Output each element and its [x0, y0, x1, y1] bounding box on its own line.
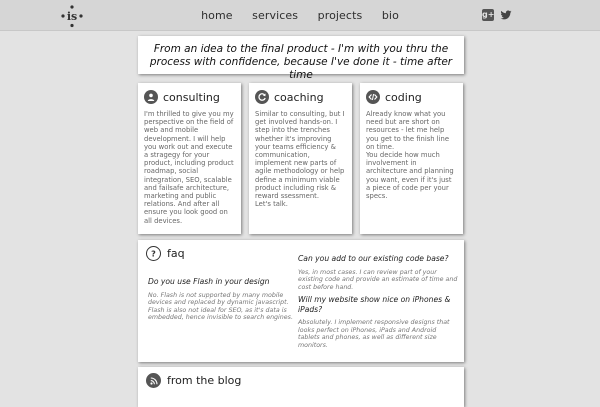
faq-answer: No. Flash is not supported by many mobile devices and replaced by dynamic javascript. Flash is also not ideal for SEO, as it's data is embedded, hence invisible to search engines. — [148, 291, 293, 322]
logo-letters: is — [66, 10, 78, 23]
faq-answer: Absolutely. I implement responsive designs that looks perfect on iPhones, iPads and Android tablets and phones, as well as different size monitors. — [298, 319, 450, 350]
nav-projects[interactable]: projects — [317, 9, 363, 22]
code-icon — [366, 90, 380, 104]
social-links — [482, 9, 512, 21]
nav-bio[interactable]: bio — [381, 9, 399, 22]
consulting-card — [138, 83, 241, 234]
faq-question: Will my website show nice on iPhones & iPads? — [298, 295, 451, 314]
coaching-text: Similar to consulting, but I get involved hands-on. I step into the trenches whether it's improving your teams efficiency & communication, implement new parts of agile methodology or help define a minimum viable product including risk & reward ssessment. Let's talk. — [255, 110, 345, 209]
faq-right-column — [298, 254, 458, 350]
top-bar — [0, 0, 600, 31]
refresh-icon — [255, 90, 269, 104]
nav-home[interactable]: home — [201, 9, 233, 22]
faq-question: Do you use Flash in your design — [148, 277, 270, 286]
nav-services[interactable]: services — [252, 9, 299, 22]
twitter-icon[interactable] — [500, 9, 512, 21]
coding-title: coding — [385, 90, 422, 104]
blog-title: from the blog — [167, 374, 242, 387]
hero-tagline: From an idea to the final product - I'm with you thru the process with confidence, because I've done it - time after time — [149, 43, 453, 81]
coaching-card — [249, 83, 352, 234]
faq-question: Can you add to our existing code base? — [298, 254, 449, 263]
faq-title: faq — [167, 247, 185, 260]
user-icon — [144, 90, 158, 104]
rss-icon[interactable] — [146, 373, 161, 388]
svg-text:?: ? — [151, 249, 156, 258]
coding-text: Already know what you need but are short on resources - let me help you get to the finish line on time. You decide how much involvement in architecture and planning you want, even if it's just a piece of code per your specs. — [366, 110, 454, 201]
question-icon — [146, 246, 161, 261]
consulting-text: I'm thrilled to give you my perspective on the field of web and mobile development. I will help you work out and execute a stragegy for your product, including product roadmap, social integration, SEO, scalable and failsafe architecture, marketing and public relations. And after all ensure you look good on all devices. — [144, 110, 234, 225]
faq-card — [138, 240, 464, 362]
coding-card — [360, 83, 463, 234]
consulting-title: consulting — [163, 90, 220, 104]
hero-card — [138, 36, 464, 81]
blog-card — [138, 367, 464, 407]
google-plus-icon[interactable]: g+ — [482, 10, 495, 19]
faq-left-column — [148, 277, 298, 322]
faq-answer: Yes, in most cases. I can review part of your existing code and provide an estimate of time and cost before hand. — [298, 268, 458, 291]
coaching-title: coaching — [274, 90, 324, 104]
